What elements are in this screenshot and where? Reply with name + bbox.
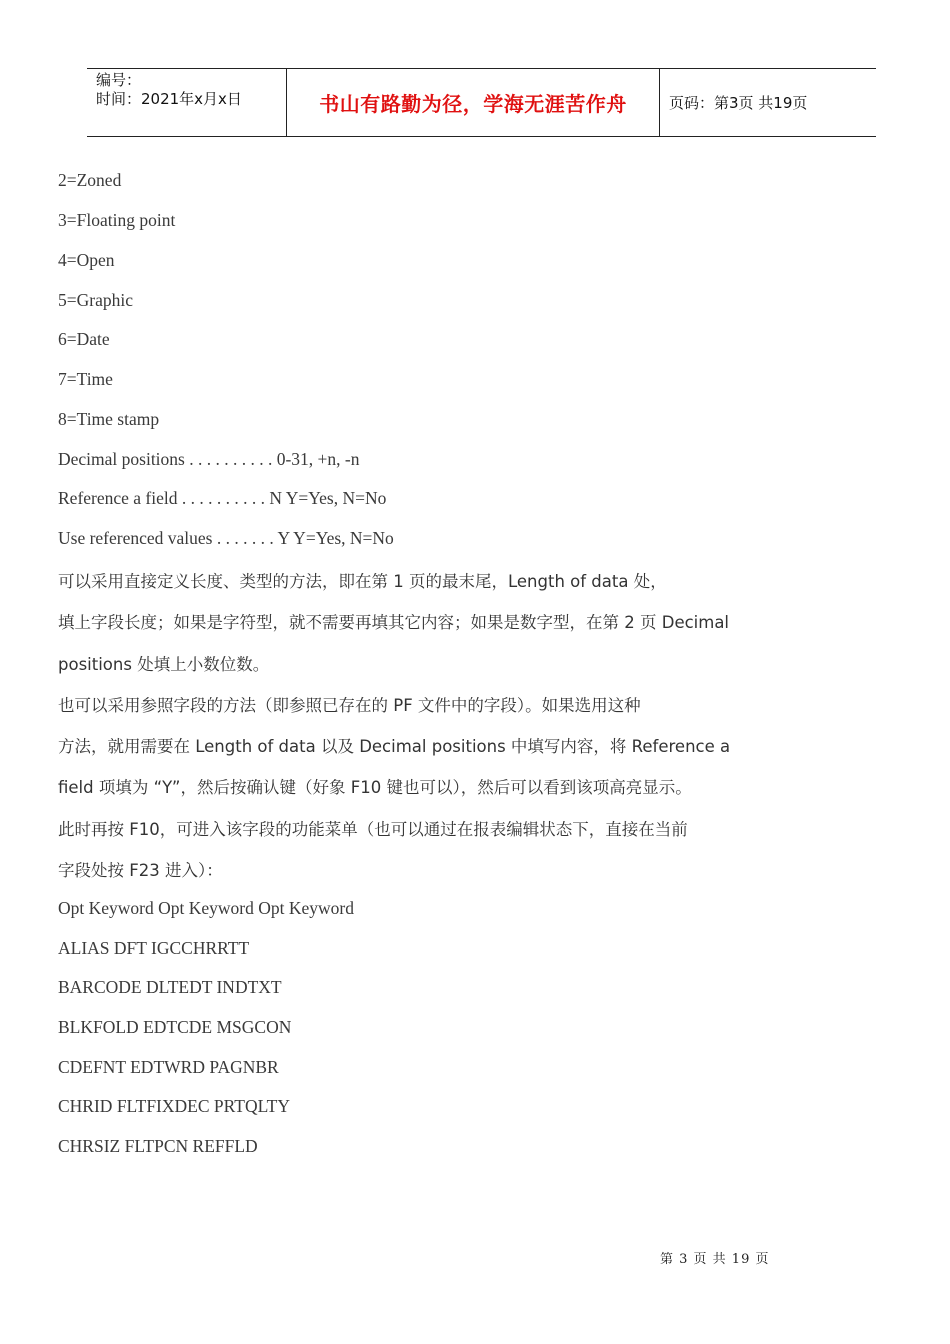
body-line: field 项填为 “Y”，然后按确认键（好象 F10 键也可以），然后可以看到该项高亮显示。 bbox=[58, 778, 692, 797]
body-line: 字段处按 F23 进入）： bbox=[58, 861, 223, 880]
body-line: 可以采用直接定义长度、类型的方法，即在第 1 页的最末尾，Length of data 处， bbox=[58, 572, 667, 591]
body-line: ALIAS DFT IGCCHRRTT bbox=[58, 938, 250, 958]
body-line: Decimal positions . . . . . . . . . . 0-31, +n, -n bbox=[58, 449, 360, 469]
body-line: CHRID FLTFIXDEC PRTQLTY bbox=[58, 1096, 290, 1116]
body-line: 6=Date bbox=[58, 329, 110, 349]
body-line: Reference a field . . . . . . . . . . N Y=Yes, N=No bbox=[58, 488, 387, 508]
body-line: BARCODE DLTEDT INDTXT bbox=[58, 977, 282, 997]
body-line: 也可以采用参照字段的方法（即参照已存在的 PF 文件中的字段）。如果选用这种 bbox=[58, 696, 641, 715]
body-line: 3=Floating point bbox=[58, 210, 176, 230]
body-line: 4=Open bbox=[58, 250, 115, 270]
header-meta bbox=[87, 69, 287, 136]
body-line: 此时再按 F10，可进入该字段的功能菜单（也可以通过在报表编辑状态下，直接在当前 bbox=[58, 820, 688, 839]
body-line: 7=Time bbox=[58, 369, 113, 389]
body-line: Opt Keyword Opt Keyword Opt Keyword bbox=[58, 898, 354, 918]
body-line: Use referenced values . . . . . . . Y Y=Yes, N=No bbox=[58, 528, 394, 548]
body-line: 8=Time stamp bbox=[58, 409, 160, 429]
document-number: 编号： bbox=[96, 71, 142, 89]
body-line: 5=Graphic bbox=[58, 290, 133, 310]
body-line: CDEFNT EDTWRD PAGNBR bbox=[58, 1057, 279, 1077]
body-line: BLKFOLD EDTCDE MSGCON bbox=[58, 1017, 292, 1037]
page-footer: 第 3 页 共 19 页 bbox=[660, 1252, 770, 1267]
document-date: 时间：2021年x月x日 bbox=[96, 90, 242, 108]
body-line: 方法，就用需要在 Length of data 以及 Decimal positions 中填写内容，将 Reference a bbox=[58, 737, 731, 756]
page-header bbox=[87, 68, 876, 137]
header-page-number: 页码：第3页 共19页 bbox=[669, 94, 808, 112]
body-line: CHRSIZ FLTPCN REFFLD bbox=[58, 1136, 258, 1156]
body-line: positions 处填上小数位数。 bbox=[58, 655, 270, 674]
body-line: 填上字段长度；如果是字符型，就不需要再填其它内容；如果是数字型，在第 2 页 Decimal bbox=[58, 613, 730, 632]
header-motto: 书山有路勤为径，学海无涯苦作舟 bbox=[287, 69, 660, 136]
body-line: 2=Zoned bbox=[58, 170, 122, 190]
